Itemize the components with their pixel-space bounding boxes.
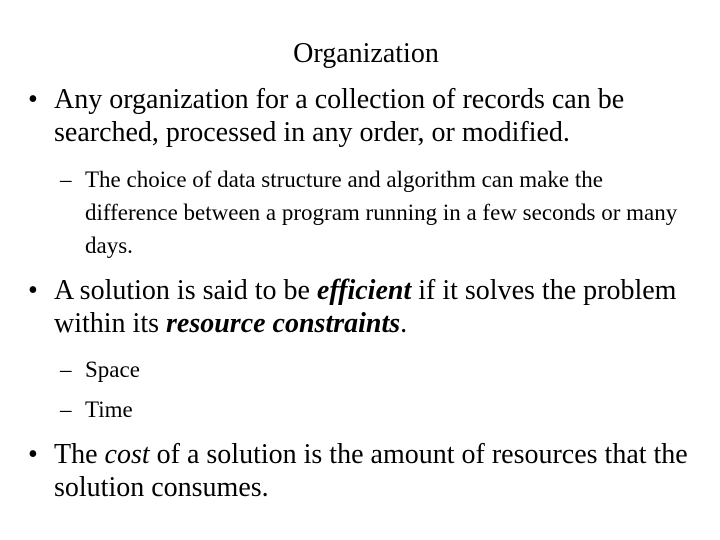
text-run: The (54, 439, 105, 470)
sub-bullet-text: The choice of data structure and algorithm can make the difference between a program running in a few seconds or many days. (85, 167, 678, 258)
bullet-item-2 (28, 274, 708, 340)
dash-marker: – (60, 357, 72, 382)
bullet-item-3 (28, 438, 708, 504)
text-run: A solution is said to be (54, 275, 317, 306)
sub-bullet-item-1 (60, 163, 700, 262)
bullet-item-1 (28, 83, 708, 149)
emphasis-efficient: efficient (316, 275, 412, 306)
sub-bullet-text: Time (85, 397, 133, 422)
text-run: if it solves the problem within its (54, 275, 677, 339)
slide-title: Organization (293, 38, 439, 69)
sub-bullet-text: Space (85, 357, 140, 382)
sub-bullet-item-3 (60, 393, 700, 426)
emphasis-resource-constraints: resource constraints (166, 308, 401, 339)
text-run: . (400, 308, 408, 339)
bullet-text (54, 274, 708, 340)
bullet-marker: • (28, 439, 38, 470)
text-run: of a solution is the amount of resources that the solution consumes. (54, 439, 688, 503)
emphasis-cost: cost (104, 439, 150, 470)
bullet-text: Any organization for a collection of records can be searched, processed in any order, or modified. (54, 84, 625, 148)
sub-bullet-item-2 (60, 353, 700, 386)
bullet-marker: • (28, 275, 38, 306)
bullet-marker: • (28, 84, 38, 115)
dash-marker: – (60, 397, 72, 422)
dash-marker: – (60, 167, 72, 192)
bullet-text (54, 438, 708, 504)
